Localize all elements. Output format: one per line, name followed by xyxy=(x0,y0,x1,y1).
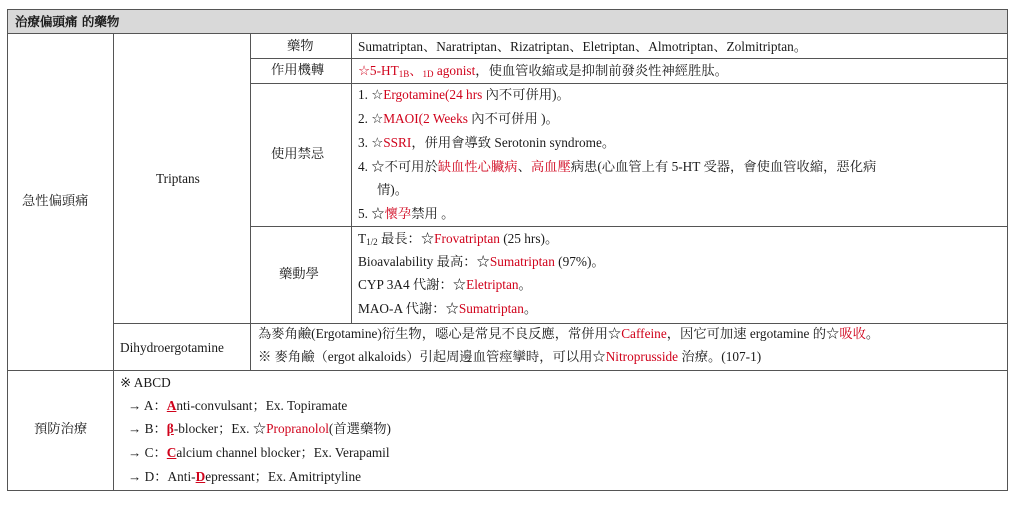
pk-item: CYP 3A4 代謝：☆Eletriptan。 xyxy=(358,277,532,292)
dhe-note: 為麥角鹼(Ergotamine)衍生物，噁心是常見不良反應，常併用☆Caffeine，因它可加速 ergotamine 的☆吸收。 xyxy=(258,326,880,341)
triptans-label: Triptans xyxy=(156,171,200,186)
mechanism-label: 作用機轉 xyxy=(271,63,325,78)
pk-item: MAO-A 代謝：☆Sumatriptan。 xyxy=(358,301,538,316)
divider xyxy=(8,370,1007,371)
divider xyxy=(250,83,1007,84)
table-title: 治療偏頭痛 的藥物 xyxy=(15,14,120,29)
acute-migraine-label: 急性偏頭痛 xyxy=(22,194,89,209)
divider xyxy=(8,33,1007,34)
prevention-item: → D：Anti-Depressant；Ex. Amitriptyline xyxy=(128,469,362,484)
divider xyxy=(250,226,1007,227)
contraindication-item: 2. ☆MAOI(2 Weeks 內不可併用 )。 xyxy=(358,111,559,126)
prevention-item: → B：β-blocker；Ex. ☆Propranolol(首選藥物) xyxy=(128,421,391,436)
prevention-item: → C：Calcium channel blocker；Ex. Verapamil xyxy=(128,445,390,460)
divider xyxy=(351,33,352,323)
dhe-note: ※ 麥角鹼（ergot alkaloids）引起周邊血管痙攣時，可以用☆Nitroprusside 治療。(107-1) xyxy=(258,349,762,364)
mechanism-value: $☆5-HT_{1B}$、$_{1D}$ agonist，使血管收縮或是抑制前發炎性神經胜肽。 xyxy=(358,63,728,79)
pk-item: $T_{1/2}$ 最長：☆Frovatriptan (25 hrs)。 xyxy=(358,231,559,247)
divider xyxy=(250,58,1007,59)
title-bar xyxy=(8,10,1007,33)
drug-table xyxy=(7,9,1008,491)
drugs-label: 藥物 xyxy=(287,39,314,54)
pk-item: Bioavalability 最高：☆Sumatriptan (97%)。 xyxy=(358,254,605,269)
contraindication-continuation: 情)。 xyxy=(377,182,409,197)
contraindication-item: 5. ☆懷孕禁用 。 xyxy=(358,206,455,221)
prevention-label: 預防治療 xyxy=(34,422,88,437)
contraindication-item: 1. ☆Ergotamine(24 hrs 內不可併用)。 xyxy=(358,87,570,102)
contraindication-item: 4. ☆不可用於缺血性心臟病、高血壓病患(心血管上有 5-HT 受器，會使血管收縮，惡化病 xyxy=(358,159,877,174)
drugs-value: Sumatriptan、Naratriptan、Rizatriptan、Eletriptan、Almotriptan、Zolmitriptan。 xyxy=(358,39,808,54)
divider xyxy=(113,33,114,491)
divider xyxy=(250,33,251,370)
contraindications-label: 使用禁忌 xyxy=(271,147,325,162)
divider xyxy=(113,323,1007,324)
pharmacokinetics-label: 藥動學 xyxy=(279,267,319,282)
contraindication-item: 3. ☆SSRI，併用會導致 Serotonin syndrome。 xyxy=(358,135,616,150)
dihydroergotamine-label: Dihydroergotamine xyxy=(120,340,224,355)
prevention-item: → A：Anti-convulsant；Ex. Topiramate xyxy=(128,398,348,413)
prevention-header: ※ ABCD xyxy=(120,375,171,390)
